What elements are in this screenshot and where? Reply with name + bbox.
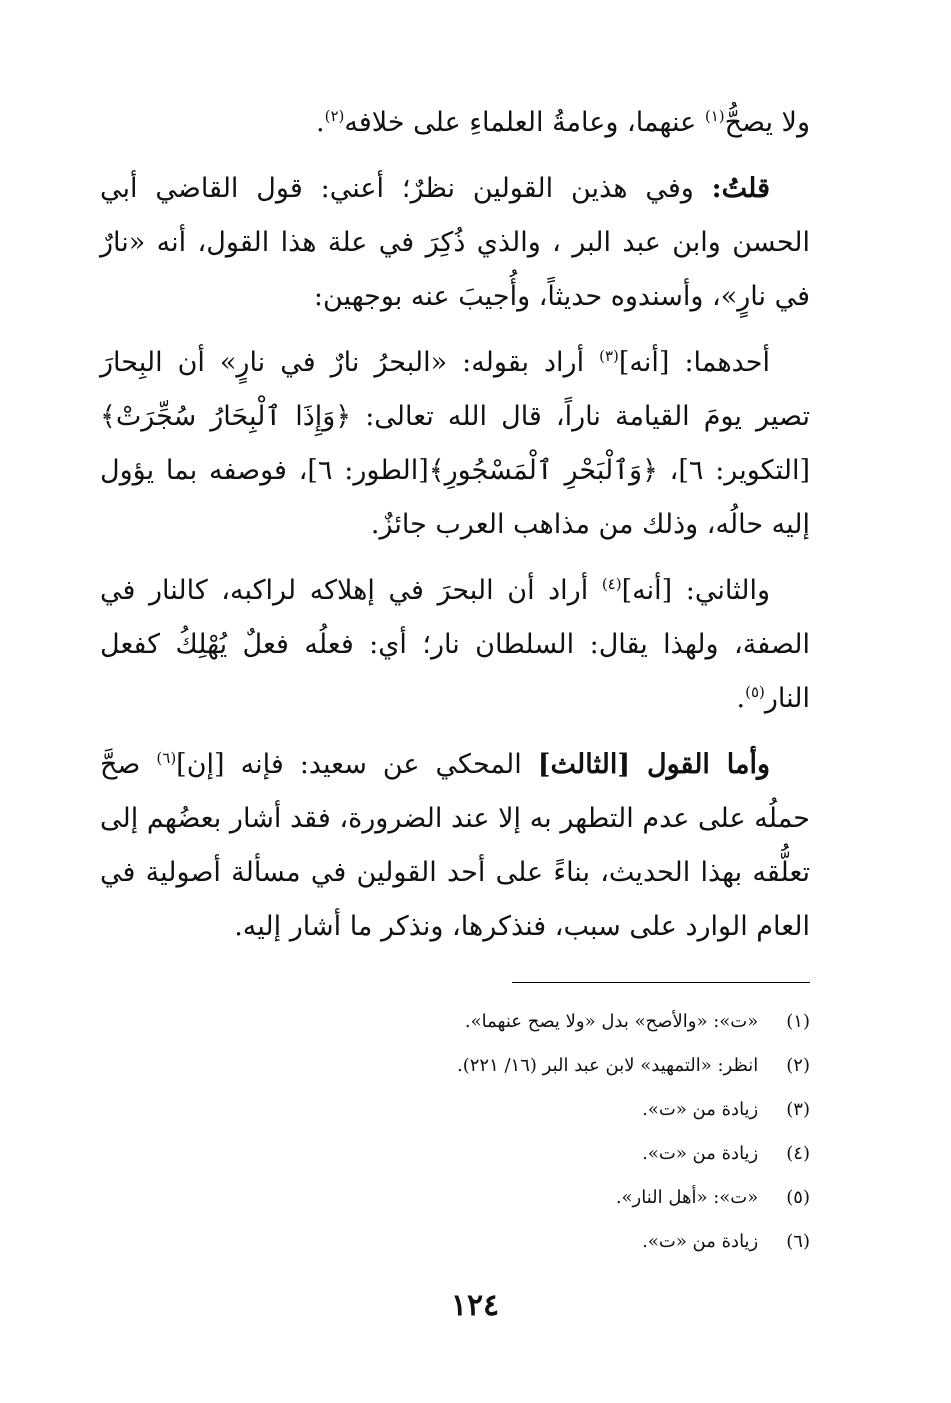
text-run: أراد أن البحرَ في إهلاكه لراكبه، كالنار في الصفة، ولهذا يقال: السلطان نار؛ أي: فعلُه فعلٌ يُهْلِكُ كفعل النار: [100, 575, 810, 714]
text-run: .: [736, 683, 746, 714]
footnote-5: [300, 1176, 810, 1220]
footnote-text: «ت»: «والأصح» بدل «ولا يصح عنهما».: [464, 1011, 759, 1032]
footnote-ref-1: (١): [704, 107, 725, 125]
text-run: ولا يصحُّ: [724, 107, 810, 138]
footnote-ref-2: (٢): [324, 107, 345, 125]
bold-lead: قلتُ:: [711, 173, 770, 204]
footnote-number: (٦): [786, 1231, 810, 1252]
footnote-text: زيادة من «ت».: [642, 1099, 759, 1120]
text-run: وفي هذين القولين نظرٌ؛ أعني: قول القاضي أبي الحسن وابن عبد البر ، والذي ذُكِرَ في علة هذا القول، أنه «نارٌ في نارٍ»، وأسندوه حديثاً، وأُجيبَ عنه بوجهين:: [100, 173, 810, 312]
text-run: والثاني: [أنه]: [621, 575, 770, 606]
page-number: ١٢٤: [450, 1288, 500, 1323]
footnotes: [300, 1000, 810, 1264]
footnote-4: [300, 1132, 810, 1176]
text-run: أحدهما: [أنه]: [618, 347, 770, 378]
footnote-number: (٥): [786, 1187, 810, 1208]
text-run: عنهما، وعامةُ العلماءِ على خلافه: [344, 107, 705, 138]
footnote-number: (١): [786, 1011, 810, 1032]
footnote-1: [300, 1000, 810, 1044]
footnote-text: زيادة من «ت».: [642, 1143, 759, 1164]
paragraph-3: [100, 336, 810, 552]
footnote-text: انظر: «التمهيد» لابن عبد البر (١٦/ ٢٢١).: [456, 1055, 759, 1076]
text-run: صحَّ حملُه على عدم التطهر به إلا عند الضرورة، فقد أشار بعضُهم إلى تعلُّقه بهذا الحديث، بناءً على أحد القولين في مسألة أصولية في العام الوارد على سبب، فنذكرها، ونذكر ما أشار إليه.: [100, 749, 810, 942]
paragraph-5: [100, 738, 810, 954]
footnote-ref-3: (٣): [599, 347, 619, 365]
footnote-text: زيادة من «ت».: [642, 1231, 759, 1252]
footnote-number: (٢): [786, 1055, 810, 1076]
paragraph-1: [100, 96, 810, 150]
text-run: .: [316, 107, 325, 138]
bold-lead: وأما القول [الثالث]: [537, 749, 771, 780]
text-run: أراد بقوله: «البحرُ نارٌ في نارٍ» أن البِحارَ تصير يومَ القيامة ناراً، قال الله تعالى: ﴿وَإِذَا ٱلْبِحَارُ سُجِّرَتْ﴾[التكوير: ٦]، ﴿وَٱلْبَحْرِ ٱلْمَسْجُورِ﴾[الطور: ٦]، فوصفه بما يؤول إليه حالُه، وذلك من مذاهب العرب جائزٌ.: [100, 347, 810, 540]
footnote-2: [300, 1044, 810, 1088]
footnote-3: [300, 1088, 810, 1132]
text-run: المحكي عن سعيد: فإنه [إن]: [176, 749, 538, 780]
paragraph-4: [100, 564, 810, 726]
footnote-6: [300, 1220, 810, 1264]
footnote-text: «ت»: «أهل النار».: [615, 1187, 759, 1208]
footnote-ref-5: (٥): [745, 683, 765, 701]
footnote-separator: [512, 982, 810, 983]
footnote-number: (٣): [786, 1099, 810, 1120]
footnote-number: (٤): [786, 1143, 810, 1164]
footnote-ref-6: (٦): [156, 749, 177, 767]
page-body: [100, 96, 810, 966]
footnote-ref-4: (٤): [601, 575, 622, 593]
paragraph-2: [100, 162, 810, 324]
